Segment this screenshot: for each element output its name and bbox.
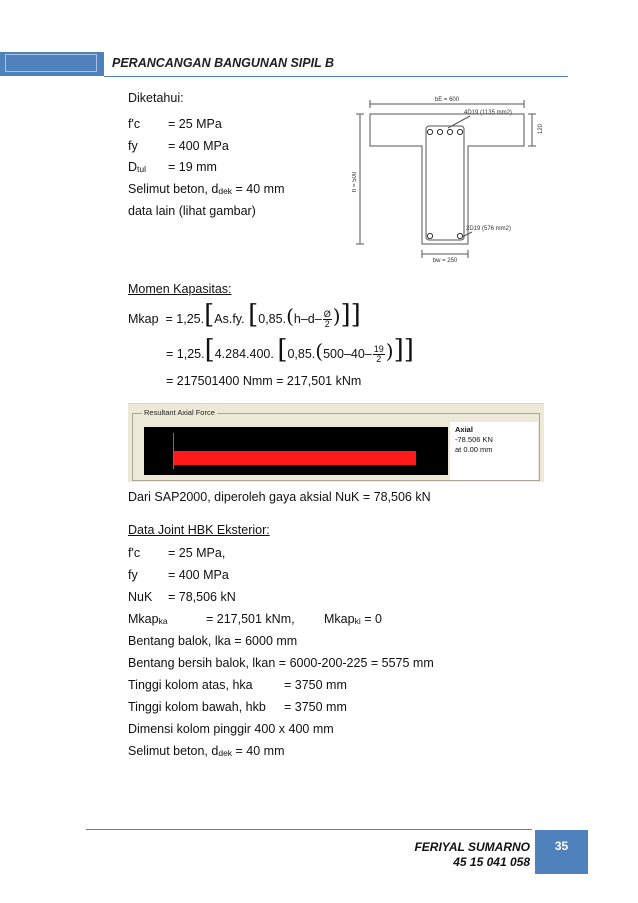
- sap-axial-position: at 0.00 mm: [455, 445, 493, 454]
- known-d-value: = 19 mm: [168, 160, 217, 174]
- moment-heading: Momen Kapasitas:: [128, 282, 232, 296]
- moment-line-1: Mkap = 1,25.[As.fy. [0,85.(h–d– $\frac{Ø}{2}$ )]]: [128, 300, 361, 330]
- joint-fy-label: fy: [128, 568, 138, 582]
- known-fc-label: f'c: [128, 117, 141, 131]
- sap-axial-value: -78.506 KN: [455, 435, 493, 444]
- known-d-label: Dtul: [128, 160, 147, 174]
- joint-fc-label: f'c: [128, 546, 141, 560]
- page-number: 35: [554, 839, 569, 853]
- moment-line-2: = 1,25.[4.284.400. [0,85.(500–40– $\frac{19}{2}$ )]]: [166, 335, 414, 365]
- known-fy-value: = 400 MPa: [168, 139, 229, 153]
- moment-line-3: = 217501400 Nmm = 217,501 kNm: [166, 374, 362, 388]
- joint-mkap-ki: Mkapki = 0: [324, 612, 382, 626]
- joint-lower-column-label: Tinggi kolom bawah, hkb: [128, 700, 266, 714]
- bottom-rebar-2: [457, 233, 462, 238]
- top-rebar-4: [457, 129, 462, 134]
- bottom-rebar-label: 2D19 (576 mm2): [466, 226, 512, 232]
- joint-span: Bentang balok, lka = 6000 mm: [128, 634, 298, 648]
- top-rebar-3: [447, 129, 452, 134]
- header-rule: [104, 76, 568, 77]
- footer-author-id: 45 15 041 058: [453, 855, 530, 869]
- footer-author-name: FERIYAL SUMARNO: [414, 840, 530, 854]
- sap-axial-diagram: [144, 427, 448, 475]
- top-rebar-1: [427, 129, 432, 134]
- be-label: bE = 600: [434, 97, 460, 103]
- joint-heading: Data Joint HBK Eksterior:: [128, 523, 270, 537]
- header-title: PERANCANGAN BANGUNAN SIPIL B: [112, 56, 335, 70]
- joint-cover: Selimut beton, ddek = 40 mm: [128, 744, 285, 758]
- top-rebar-label: 4D19 (1135 mm2): [464, 110, 512, 116]
- sap-axial-panel: [128, 403, 544, 482]
- sap-result-text: Dari SAP2000, diperoleh gaya aksial NuK = 78,506 kN: [128, 490, 431, 504]
- sap-group-label: Resultant Axial Force: [144, 408, 215, 417]
- height-label: h = 500: [352, 171, 358, 192]
- sap-axial-title: Axial: [455, 425, 473, 434]
- flange-label: 120: [538, 123, 544, 134]
- sap-axial-force-bar: [174, 451, 416, 465]
- joint-mkap-ka-value: = 217,501 kNm,: [206, 612, 295, 626]
- known-other: data lain (lihat gambar): [128, 204, 256, 218]
- header-accent-block: [0, 52, 104, 76]
- joint-upper-column-value: = 3750 mm: [284, 678, 347, 692]
- joint-nuk-value: = 78,506 kN: [168, 590, 236, 604]
- joint-clear-span: Bentang bersih balok, lkan = 6000-200-225 = 5575 mm: [128, 656, 434, 670]
- beam-section-figure: [352, 92, 552, 264]
- known-heading: Diketahui:: [128, 91, 184, 105]
- known-fy-label: fy: [128, 139, 138, 153]
- joint-fc-value: = 25 MPa,: [168, 546, 226, 560]
- joint-lower-column-value: = 3750 mm: [284, 700, 347, 714]
- top-rebar-2: [437, 129, 442, 134]
- joint-mkap-ka-label: Mkapka: [128, 612, 168, 626]
- known-fc-value: = 25 MPa: [168, 117, 222, 131]
- bottom-rebar-1: [427, 233, 432, 238]
- bw-label: bw = 250: [432, 258, 458, 264]
- joint-fy-value: = 400 MPa: [168, 568, 229, 582]
- footer-rule: [86, 829, 532, 830]
- joint-nuk-label: NuK: [128, 590, 153, 604]
- sap-axial-info: [450, 422, 538, 480]
- joint-upper-column-label: Tinggi kolom atas, hka: [128, 678, 253, 692]
- joint-column-dimension: Dimensi kolom pinggir 400 x 400 mm: [128, 722, 334, 736]
- known-cover: Selimut beton, ddek = 40 mm: [128, 182, 285, 196]
